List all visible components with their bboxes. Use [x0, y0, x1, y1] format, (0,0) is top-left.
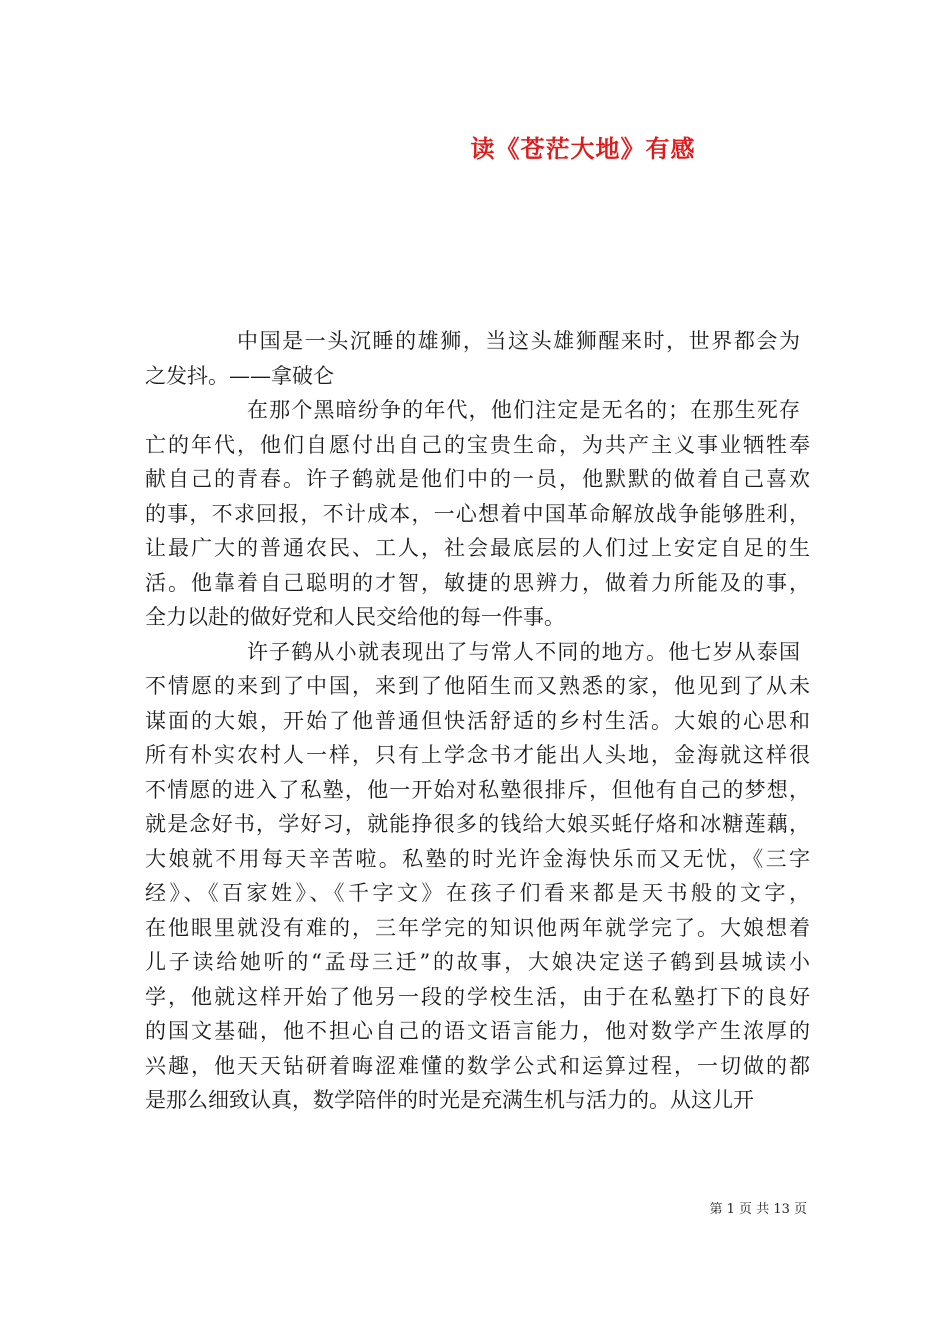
text-line: 大娘就不用每天辛苦啦。私塾的时光许金海快乐而又无忧，《三字	[145, 846, 810, 871]
text-line: 活。他靠着自己聪明的才智，敏捷的思辨力，做着力所能及的事，	[145, 570, 810, 595]
paragraph	[145, 324, 810, 393]
text-line: 中国是一头沉睡的雄狮，当这头雄狮醒来时，世界都会为	[237, 329, 800, 353]
text-line: 亡的年代，他们自愿付出自己的宝贵生命，为共产主义事业牺牲奉	[145, 432, 810, 457]
text-line: 让最广大的普通农民、工人，社会最底层的人们过上安定自足的生	[145, 536, 810, 560]
text-line: 兴趣，他天天钻研着晦涩难懂的数学公式和运算过程，一切做的都	[145, 1053, 810, 1078]
text-line: 在那个黑暗纷争的年代，他们注定是无名的；在那生死存	[247, 398, 800, 422]
text-line: 的国文基础，他不担心自己的语文语言能力，他对数学产生浓厚的	[145, 1019, 810, 1043]
text-line: 学，他就这样开始了他另一段的学校生活，由于在私塾打下的良好	[145, 984, 810, 1009]
text-line: 谋面的大娘，开始了他普通但快活舒适的乡村生活。大娘的心思和	[145, 708, 810, 733]
text-line: 献自己的青春。许子鹤就是他们中的一员，他默默的做着自己喜欢	[145, 467, 810, 491]
page-number: 第 1 页 共 13 页	[709, 1202, 807, 1217]
text-line: 是那么细致认真，数学陪伴的时光是充满生机与活力的。从这儿开	[145, 1088, 754, 1112]
text-line: 不情愿的进入了私塾，他一开始对私塾很排斥，但他有自己的梦想，	[145, 777, 810, 802]
text-line: 儿子读给她听的“孟母三迁”的故事，大娘决定送子鹤到县城读小	[145, 950, 810, 974]
text-line: 经》、《百家姓》、《千字文》在孩子们看来都是天书般的文字，	[145, 881, 810, 905]
text-line: 之发抖。——拿破仑	[145, 363, 334, 388]
text-line: 的事，不求回报，不计成本，一心想着中国革命解放战争能够胜利，	[145, 501, 810, 526]
paragraph	[145, 635, 810, 1118]
document-body	[145, 324, 810, 1118]
document-title: 读《苍茫大地》有感	[470, 134, 696, 163]
text-line: 在他眼里就没有难的，三年学完的知识他两年就学完了。大娘想着	[145, 915, 810, 940]
text-line: 不情愿的来到了中国，来到了他陌生而又熟悉的家，他见到了从未	[145, 674, 810, 698]
text-line: 就是念好书，学好习，就能挣很多的钱给大娘买蚝仔烙和冰糖莲藕，	[145, 812, 810, 836]
text-line: 许子鹤从小就表现出了与常人不同的地方。他七岁从泰国	[247, 639, 800, 664]
paragraph	[145, 393, 810, 635]
text-line: 全力以赴的做好党和人民交给他的每一件事。	[145, 605, 565, 629]
text-line: 所有朴实农村人一样，只有上学念书才能出人头地，金海就这样很	[145, 743, 810, 767]
